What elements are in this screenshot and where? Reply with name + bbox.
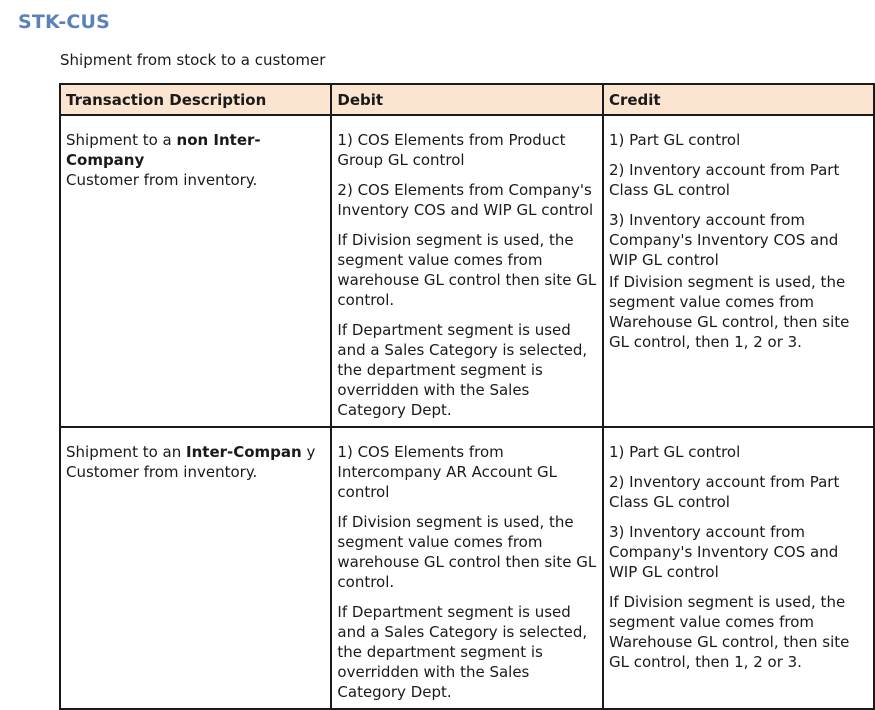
- header-transaction-description: Transaction Description: [60, 84, 331, 115]
- debit-line: 1) COS Elements from Intercompany AR Account GL control: [337, 443, 557, 501]
- debit-line: 1) COS Elements from Product Group GL control: [337, 131, 566, 169]
- debit-line: If Department segment is used and a Sales Category is selected, the department segment is overridden with the Sales Category Dept.: [337, 321, 588, 419]
- credit-line: If Division segment is used, the segment value comes from Warehouse GL control, then site GL control, then 1, 2 or 3.: [608, 273, 850, 351]
- debit-line: If Division segment is used, the segment value comes from warehouse GL control then site GL control.: [337, 231, 597, 309]
- credit-cell: [603, 115, 874, 427]
- credit-line: 3) Inventory account from Company's Inventory COS and WIP GL control: [608, 523, 839, 581]
- description-cell: [60, 115, 331, 427]
- header-credit: Credit: [603, 84, 874, 115]
- description-suffix: Customer from inventory.: [66, 171, 258, 189]
- credit-line: 1) Part GL control: [608, 443, 741, 461]
- debit-line: 2) COS Elements from Company's Inventory COS and WIP GL control: [337, 181, 594, 219]
- table-row: [60, 115, 874, 427]
- description-suffix: y Customer from inventory.: [66, 443, 316, 481]
- credit-line: 2) Inventory account from Part Class GL control: [608, 161, 840, 199]
- debit-line: If Department segment is used and a Sales Category is selected, the department segment is overridden with the Sales Category Dept.: [337, 603, 588, 701]
- table-row: [60, 427, 874, 709]
- header-debit: Debit: [331, 84, 603, 115]
- section-title: STK-CUS: [18, 11, 111, 33]
- credit-line: If Division segment is used, the segment value comes from Warehouse GL control, then site GL control, then 1, 2 or 3.: [608, 593, 850, 671]
- description-bold: Inter-Compan: [186, 443, 302, 461]
- debit-cell: [331, 427, 603, 709]
- description-prefix: Shipment to an: [66, 443, 187, 461]
- section-subtitle: Shipment from stock to a customer: [60, 51, 326, 69]
- debit-line: If Division segment is used, the segment value comes from warehouse GL control then site GL control.: [337, 513, 597, 591]
- description-cell: [60, 427, 331, 709]
- description-prefix: Shipment to a: [66, 131, 177, 149]
- gl-transaction-table: [59, 83, 875, 710]
- debit-cell: [331, 115, 603, 427]
- table-header-row: [60, 84, 874, 115]
- credit-line: 1) Part GL control: [608, 131, 741, 149]
- description-bold: non Inter-Company: [66, 131, 261, 169]
- credit-cell: [603, 427, 874, 709]
- credit-line: 2) Inventory account from Part Class GL control: [608, 473, 840, 511]
- credit-line: 3) Inventory account from Company's Inventory COS and WIP GL control: [608, 211, 839, 269]
